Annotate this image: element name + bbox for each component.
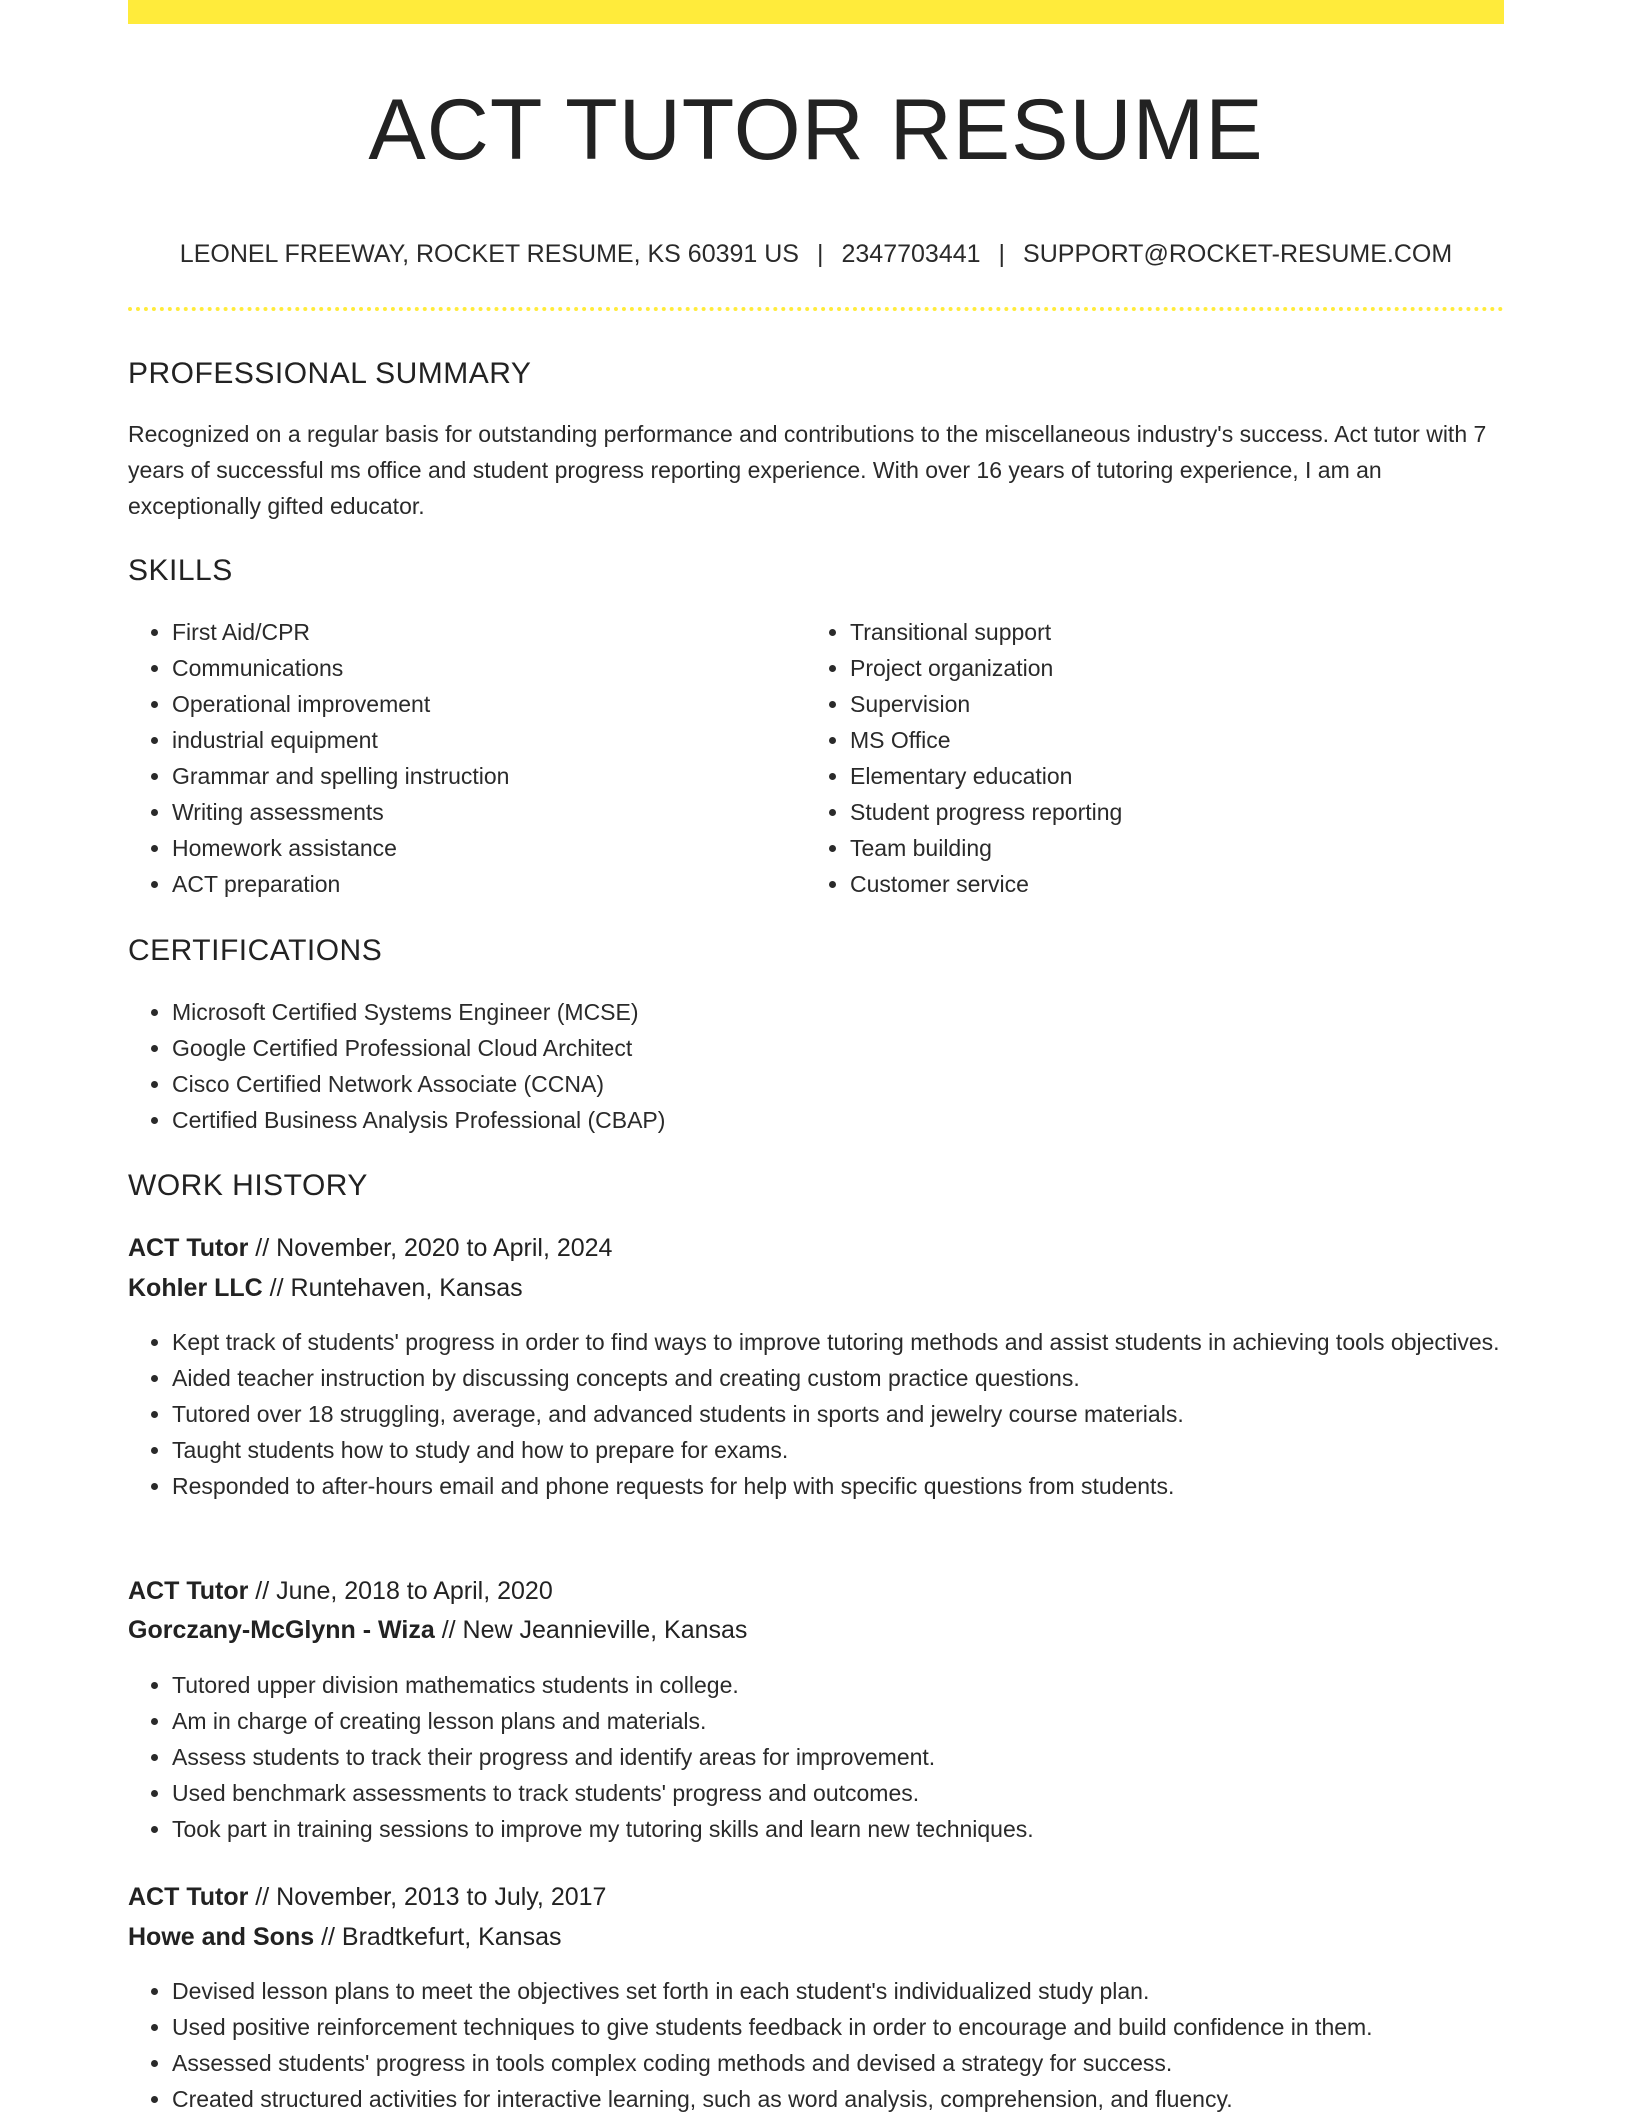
skill-item: • Customer service	[850, 866, 1510, 902]
accent-bar	[128, 0, 1504, 24]
job-bullet: • Am in charge of creating lesson plans and materials.	[172, 1703, 1504, 1739]
job-bullet: • Aided teacher instruction by discussing concepts and creating custom practice questions.	[172, 1360, 1504, 1396]
contact-separator: |	[998, 240, 1006, 268]
job-company: Gorczany-McGlynn - Wiza	[128, 1616, 435, 1644]
job-bullet: • Taught students how to study and how to prepare for exams.	[172, 1432, 1504, 1468]
job-dates: // November, 2020 to April, 2024	[255, 1234, 613, 1262]
contact-email: SUPPORT@ROCKET-RESUME.COM	[1023, 240, 1453, 268]
job-bullet: • Devised lesson plans to meet the objectives set forth in each student's individualized study plan.	[172, 1973, 1548, 2009]
contact-address: LEONEL FREEWAY, ROCKET RESUME, KS 60391 US	[179, 240, 799, 268]
job-bullet: • Assessed students' progress in tools complex coding methods and devised a strategy for success.	[172, 2045, 1548, 2081]
certification-item: • Google Certified Professional Cloud Architect	[172, 1030, 1502, 1066]
skill-item: • Communications	[172, 650, 792, 686]
skill-item: • Project organization	[850, 650, 1510, 686]
skill-item: • ACT preparation	[172, 866, 792, 902]
job-title: ACT Tutor	[128, 1577, 249, 1605]
certification-item: • Microsoft Certified Systems Engineer (MCSE)	[172, 994, 1502, 1030]
job-bullet: • Tutored upper division mathematics students in college.	[172, 1667, 1504, 1703]
certification-item: • Certified Business Analysis Professional (CBAP)	[172, 1102, 1502, 1138]
summary-text: Recognized on a regular basis for outstanding performance and contributions to the miscellaneous industry's success. Act tutor with 7 years of successful ms office and student progress reporting experience. With over 16 years of tutoring experience, I am an exceptionally gifted educator.	[128, 421, 1487, 519]
job-title: ACT Tutor	[128, 1883, 249, 1911]
job-location: // New Jeannieville, Kansas	[441, 1616, 748, 1644]
job-bullet: • Took part in training sessions to improve my tutoring skills and learn new techniques.	[172, 1811, 1504, 1847]
skill-item: • Student progress reporting	[850, 794, 1510, 830]
certifications-heading: CERTIFICATIONS	[128, 934, 383, 967]
job-bullet: • Used benchmark assessments to track students' progress and outcomes.	[172, 1775, 1504, 1811]
job-dates: // June, 2018 to April, 2020	[255, 1577, 553, 1605]
job-bullet: • Responded to after-hours email and phone requests for help with specific questions from students.	[172, 1468, 1504, 1504]
skill-item: • Writing assessments	[172, 794, 792, 830]
skill-item: • Homework assistance	[172, 830, 792, 866]
skill-item: • Grammar and spelling instruction	[172, 758, 792, 794]
certifications-list	[128, 994, 1502, 1138]
job-bullet: • Assess students to track their progress and identify areas for improvement.	[172, 1739, 1504, 1775]
job-bullet: • Created structured activities for interactive learning, such as word analysis, comprehension, and fluency.	[172, 2081, 1548, 2112]
job-company-line	[128, 1918, 562, 1956]
contact-phone: 2347703441	[841, 240, 981, 268]
job-title-line	[128, 1878, 606, 1916]
skill-item: • Supervision	[850, 686, 1510, 722]
job-dates: // November, 2013 to July, 2017	[255, 1883, 607, 1911]
dotted-divider	[128, 307, 1504, 311]
contact-line	[128, 236, 1504, 272]
resume-title: ACT TUTOR RESUME	[368, 82, 1264, 178]
skills-heading: SKILLS	[128, 554, 233, 587]
job-company-line	[128, 1611, 747, 1649]
skill-item: • First Aid/CPR	[172, 614, 792, 650]
job-bullets	[128, 1667, 1504, 1847]
skill-item: • Operational improvement	[172, 686, 792, 722]
job-company-line	[128, 1269, 523, 1307]
job-bullet: • Tutored over 18 struggling, average, and advanced students in sports and jewelry course materials.	[172, 1396, 1504, 1432]
skills-list-right	[806, 614, 1510, 902]
job-bullets	[128, 1324, 1504, 1504]
skill-item: • Transitional support	[850, 614, 1510, 650]
certification-item: • Cisco Certified Network Associate (CCNA)	[172, 1066, 1502, 1102]
skills-list-left	[128, 614, 792, 902]
job-bullet: • Kept track of students' progress in order to find ways to improve tutoring methods and assist students in achieving tools objectives.	[172, 1324, 1504, 1360]
job-title-line	[128, 1572, 553, 1610]
skill-item: • Elementary education	[850, 758, 1510, 794]
job-title: ACT Tutor	[128, 1234, 249, 1262]
work-history-heading: WORK HISTORY	[128, 1169, 368, 1202]
job-location: // Bradtkefurt, Kansas	[321, 1923, 562, 1951]
job-company: Howe and Sons	[128, 1923, 315, 1951]
skill-item: • industrial equipment	[172, 722, 792, 758]
contact-separator: |	[817, 240, 824, 268]
job-bullet: • Used positive reinforcement techniques to give students feedback in order to encourage and build confidence in them.	[172, 2009, 1548, 2045]
job-bullets	[128, 1973, 1548, 2112]
summary-heading: PROFESSIONAL SUMMARY	[128, 357, 532, 390]
job-title-line	[128, 1229, 612, 1267]
skill-item: • MS Office	[850, 722, 1510, 758]
skill-item: • Team building	[850, 830, 1510, 866]
job-company: Kohler LLC	[128, 1274, 263, 1302]
job-location: // Runtehaven, Kansas	[269, 1274, 523, 1302]
